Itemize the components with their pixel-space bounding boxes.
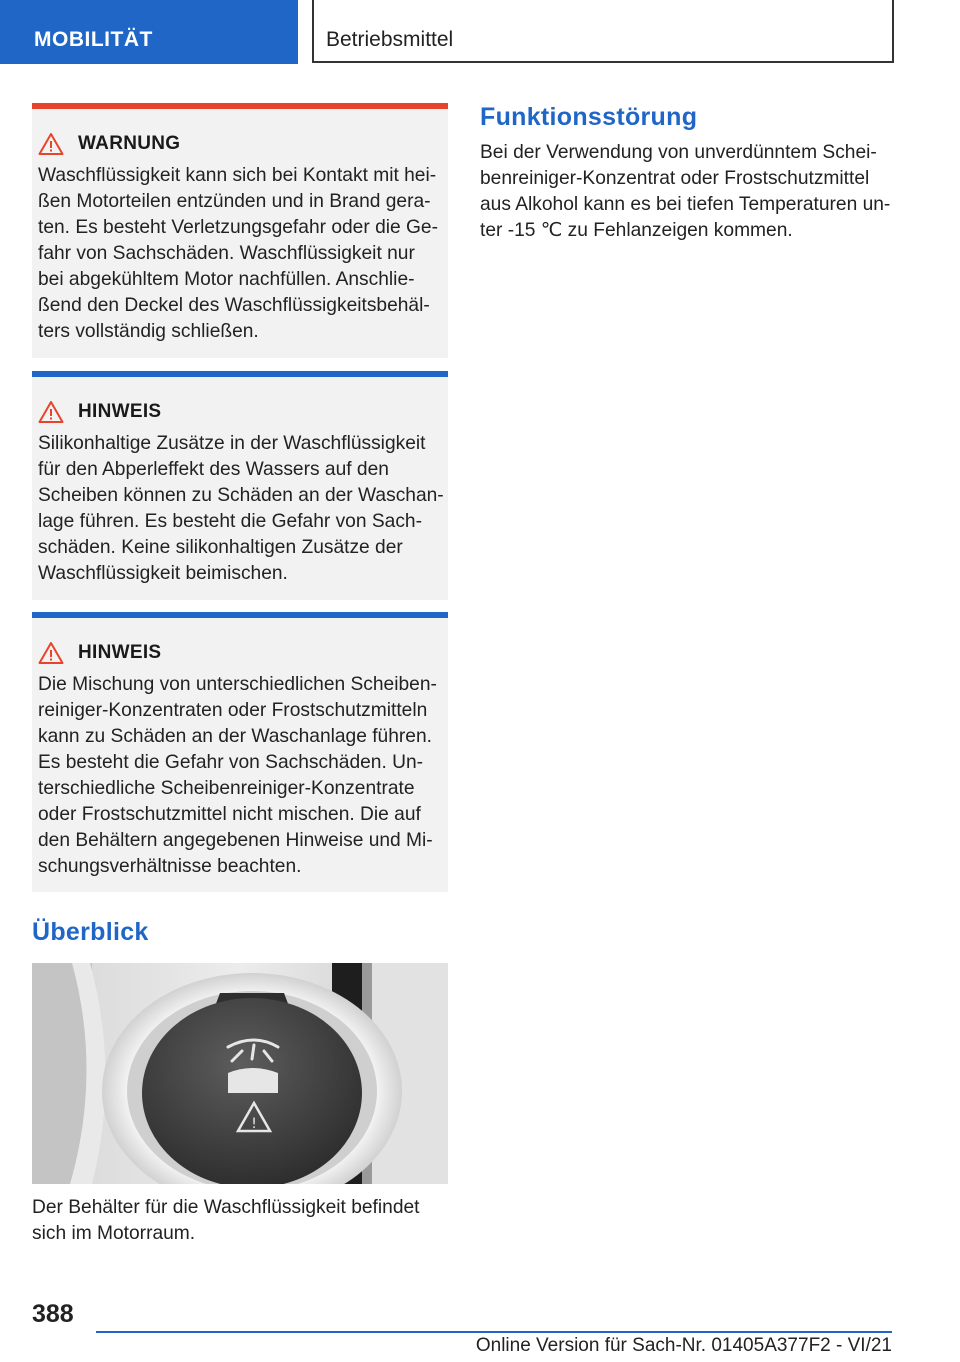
- text-line: Silikonhaltige Zusätze in der Waschflüssigkeit: [38, 433, 426, 454]
- text-line: benreiniger-Konzentrat oder Frostschutzmittel: [480, 168, 870, 189]
- text-line: ter -15 ℃ zu Fehlanzeigen kommen.: [480, 220, 793, 241]
- text-line: Waschflüssigkeit beimischen.: [38, 563, 288, 584]
- warning-bar: [32, 103, 448, 109]
- washer-fluid-cap-photo: [32, 963, 448, 1184]
- chapter-title: Betriebsmittel: [326, 28, 454, 51]
- notice-title-row: [38, 399, 161, 425]
- text-line: ßend den Deckel des Waschflüssigkeitsbehäl‐: [38, 295, 430, 316]
- text-line: ten. Es besteht Verletzungsgefahr oder die Ge‐: [38, 217, 438, 238]
- overview-heading: Überblick: [32, 918, 149, 946]
- notice-bar: [32, 612, 448, 618]
- notice-title-row: [38, 640, 161, 666]
- text-line: Scheiben können zu Schäden an der Waschan‐: [38, 485, 444, 506]
- text-line: lage führen. Es besteht die Gefahr von Sach‐: [38, 511, 422, 532]
- malfunction-heading: Funktionsstörung: [480, 103, 698, 131]
- footer-divider: [96, 1331, 892, 1333]
- text-line: Bei der Verwendung von unverdünntem Schei‐: [480, 142, 877, 163]
- warning-triangle-icon: [38, 641, 64, 665]
- notice-bar: [32, 371, 448, 377]
- text-line: Waschflüssigkeit kann sich bei Kontakt mit hei‐: [38, 165, 437, 186]
- text-line: den Behältern angegebenen Hinweise und Mi‐: [38, 830, 433, 851]
- warning-triangle-icon: [38, 132, 64, 156]
- text-line: für den Abperleffekt des Wassers auf den: [38, 459, 389, 480]
- text-line: Die Mischung von unterschiedlichen Scheiben‐: [38, 674, 437, 695]
- notice-text: [38, 431, 450, 587]
- warning-box: [32, 103, 448, 358]
- notice-text: [38, 672, 450, 880]
- text-line: oder Frostschutzmittel nicht mischen. Die auf: [38, 804, 421, 825]
- warning-title: WARNUNG: [78, 133, 181, 154]
- svg-text:!: !: [251, 1116, 257, 1132]
- text-line: schäden. Keine silikonhaltigen Zusätze der: [38, 537, 403, 558]
- text-line: ters vollständig schließen.: [38, 321, 259, 342]
- section-tab: [0, 0, 298, 64]
- chapter-box: [312, 0, 894, 63]
- text-line: bei abgekühltem Motor nachfüllen. Anschlie‐: [38, 269, 415, 290]
- text-line: terschiedliche Scheibenreiniger-Konzentrate: [38, 778, 415, 799]
- text-line: ßen Motorteilen entzünden und in Brand gera‐: [38, 191, 431, 212]
- text-line: Der Behälter für die Waschflüssigkeit befindet: [32, 1197, 420, 1218]
- section-title: MOBILITÄT: [34, 28, 153, 51]
- warning-triangle-icon: [38, 400, 64, 424]
- text-line: sich im Motorraum.: [32, 1223, 196, 1244]
- notice-box: [32, 612, 448, 892]
- text-line: aus Alkohol kann es bei tiefen Temperaturen un‐: [480, 194, 891, 215]
- malfunction-text: [480, 140, 900, 244]
- page-number: 388: [32, 1300, 74, 1328]
- text-line: schungsverhältnisse beachten.: [38, 856, 302, 877]
- text-line: Es besteht die Gefahr von Sachschäden. Un‐: [38, 752, 424, 773]
- footer-online-version: Online Version für Sach-Nr. 01405A377F2 - VI/21: [475, 1335, 892, 1356]
- notice-title: HINWEIS: [78, 401, 162, 422]
- text-line: reiniger-Konzentraten oder Frostschutzmitteln: [38, 700, 428, 721]
- warning-text: [38, 163, 450, 345]
- text-line: fahr von Sachschäden. Waschflüssigkeit nur: [38, 243, 415, 264]
- notice-title: HINWEIS: [78, 642, 162, 663]
- text-line: kann zu Schäden an der Waschanlage führen.: [38, 726, 432, 747]
- warning-title-row: [38, 131, 180, 157]
- overview-caption: [32, 1195, 448, 1247]
- notice-box: [32, 371, 448, 600]
